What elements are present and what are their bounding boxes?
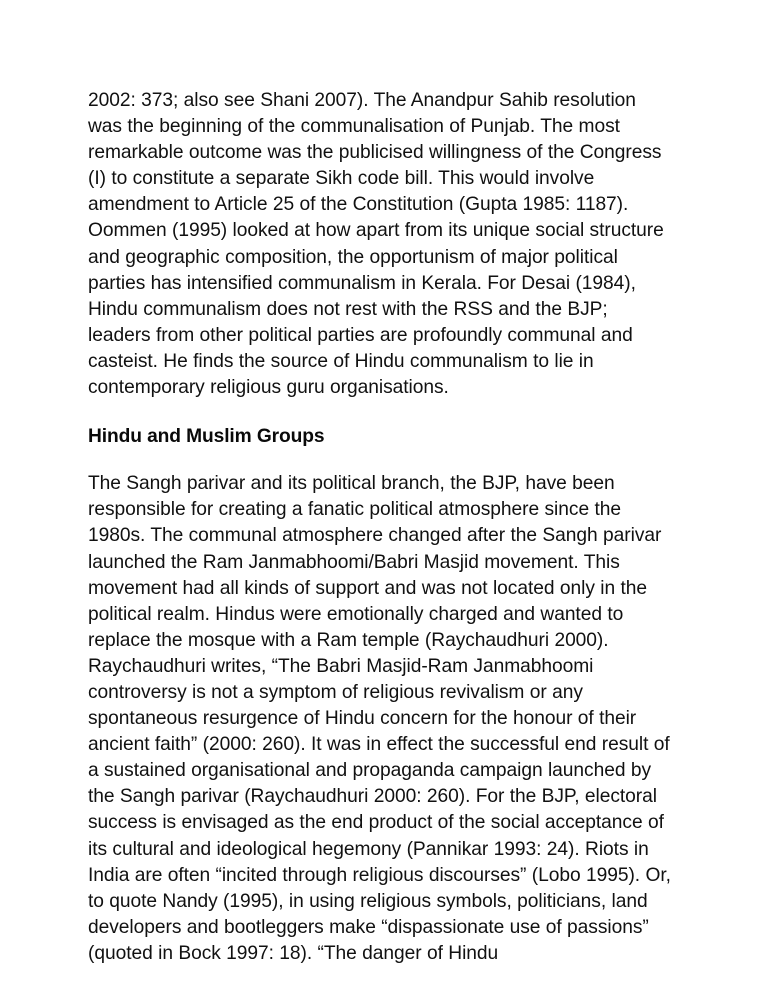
paragraph-sangh-parivar-bjp: The Sangh parivar and its political branch, the BJP, have been responsible for creating a fanatic political atmosphere since the 1980s. The communal atmosphere changed after the Sangh parivar launched the Ram Janmabhoomi/Babri Masjid movement. This movement had all kinds of support and was not located only in the political realm. Hindus were emotionally charged and wanted to replace the mosque with a Ram temple (Raychaudhuri 2000). Raychaudhuri writes, “The Babri Masjid-Ram Janmabhoomi controversy is not a symptom of religious revivalism or any spontaneous resurgence of Hindu concern for the honour of their ancient faith” (2000: 260). It was in effect the successful end result of a sustained organisational and propaganda campaign launched by the Sangh parivar (Raychaudhuri 2000: 260). For the BJP, electoral success is envisaged as the end product of the social acceptance of its cultural and ideological hegemony (Pannikar 1993: 24). Riots in India are often “incited through religious discourses” (Lobo 1995). Or, to quote Nandy (1995), in using religious symbols, politicians, land developers and bootleggers make “dispassionate use of passions” (quoted in Bock 1997: 18). “The danger of Hindu xyxy=(88,473,671,964)
paragraph-communalisation-punjab: 2002: 373; also see Shani 2007). The Anandpur Sahib resolution was the beginning of the communalisation of Punjab. The most remarkable outcome was the publicised willingness of the Congress (I) to constitute a separate Sikh code bill. This would involve amendment to Article 25 of the Constitution (Gupta 1985: 1187). Oommen (1995) looked at how apart from its unique social structure and geographic composition, the opportunism of major political parties has intensified communalism in Kerala. For Desai (1984), Hindu communalism does not rest with the RSS and the BJP; leaders from other political parties are profoundly communal and casteist. He finds the source of Hindu communalism to lie in contemporary religious guru organisations. xyxy=(88,90,664,399)
section-heading-hindu-and-muslim-groups: Hindu and Muslim Groups xyxy=(88,426,325,448)
text-column xyxy=(88,88,674,967)
